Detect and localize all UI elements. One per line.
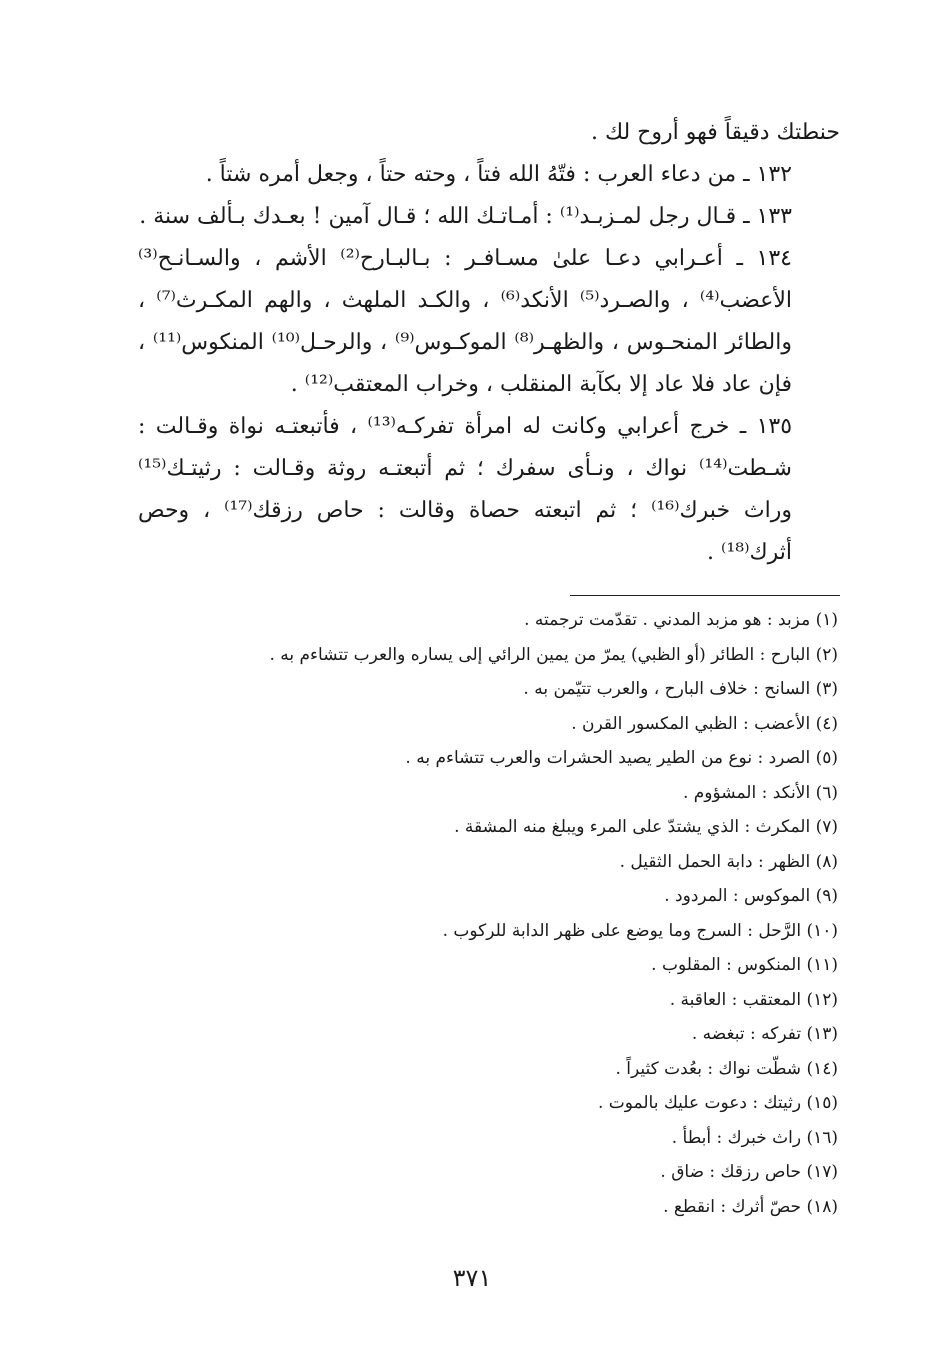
footnote-10: (١٠) الرَّحل : السرج وما يوضع على ظهر الدابة للركوب .	[442, 920, 838, 941]
main-text	[138, 112, 840, 574]
footnote-separator	[570, 595, 840, 596]
footnotes	[138, 603, 838, 1224]
footnote-9: (٩) الموكوس : المردود .	[664, 886, 838, 906]
footnote-11: (١١) المنكوس : المقلوب .	[651, 955, 838, 975]
footnote-4: (٤) الأعضب : الظبي المكسور القرن .	[571, 713, 838, 734]
paragraph-135: ١٣٥ ـ خرج أعرابي وكانت له امرأة تفركـه⁽¹³⁾ ، فأتبعتـه نواة وقـالت : شـطت⁽¹⁴⁾ نواك ، ونـأى سفرك ؛ ثم أتبعتـه روثة وقـالت : رثيتـك⁽¹⁵⁾ وراث خبرك⁽¹⁶⁾ ؛ ثم اتبعته حصاة وقالت : حاص رزقك⁽¹⁷⁾ ، وحص أثرك⁽¹⁸⁾ .	[138, 414, 793, 565]
footnote-15: (١٥) رثيتك : دعوت عليك بالموت .	[597, 1093, 838, 1113]
footnote-8: (٨) الظهر : دابة الحمل الثقيل .	[619, 851, 838, 872]
page-number: ٣٧١	[452, 1264, 492, 1292]
paragraph-133: ١٣٣ ـ قـال رجل لمـزبـد⁽¹⁾ : أمـاتـك الله ؛ قـال آمين ! بعـدك بـألف سنة .	[139, 204, 792, 229]
paragraph-132: ١٣٢ ـ من دعاء العرب : فتّهُ الله فتاً ، وحته حتاً ، وجعل أمره شتاً .	[205, 162, 792, 187]
footnote-7: (٧) المكرث : الذي يشتدّ على المرء ويبلغ منه المشقة .	[454, 817, 838, 837]
footnote-13: (١٣) تفركه : تبغضه .	[691, 1024, 838, 1044]
footnote-1: (١) مزبد : هو مزبد المدني . تقدّمت ترجمته .	[524, 610, 838, 630]
footnote-2: (٢) البارح : الطائر (أو الظبي) يمرّ من يمين الرائي إلى يساره والعرب تتشاءم به .	[269, 644, 838, 665]
footnote-14: (١٤) شطّت نواك : بعُدت كثيراً .	[615, 1058, 838, 1079]
footnote-12: (١٢) المعتقب : العاقبة .	[669, 989, 838, 1010]
footnote-16: (١٦) راث خبرك : أبطأ .	[671, 1127, 838, 1148]
footnote-17: (١٧) حاص رزقك : ضاق .	[660, 1162, 838, 1182]
footnote-5: (٥) الصرد : نوع من الطير يصيد الحشرات والعرب تتشاءم به .	[405, 748, 838, 768]
footnote-18: (١٨) حصّ أثرك : انقطع .	[663, 1196, 838, 1217]
paragraph-134: ١٣٤ ـ أعـرابي دعـا علىٰ مسـافـر : بـالبـارح⁽²⁾ الأشم ، والسـانـح⁽³⁾ الأعضب⁽⁴⁾ ، والصـرد⁽⁵⁾ الأنكد⁽⁶⁾ ، والكـد الملهث ، والهم المكـرث⁽⁷⁾ ، والطائر المنحـوس ، والظهـر⁽⁸⁾ الموكـوس⁽⁹⁾ ، والرحـل⁽¹⁰⁾ المنكوس⁽¹¹⁾ ، فإن عاد فلا عاد إلا بكآبة المنقلب ، وخراب المعتقب⁽¹²⁾ .	[138, 246, 793, 397]
paragraph-continuation: حنطتك دقيقاً فهو أروح لك .	[590, 120, 840, 145]
footnote-3: (٣) السانح : خلاف البارح ، والعرب تتيّمن به .	[523, 679, 838, 699]
footnote-6: (٦) الأنكد : المشؤوم .	[682, 782, 838, 803]
